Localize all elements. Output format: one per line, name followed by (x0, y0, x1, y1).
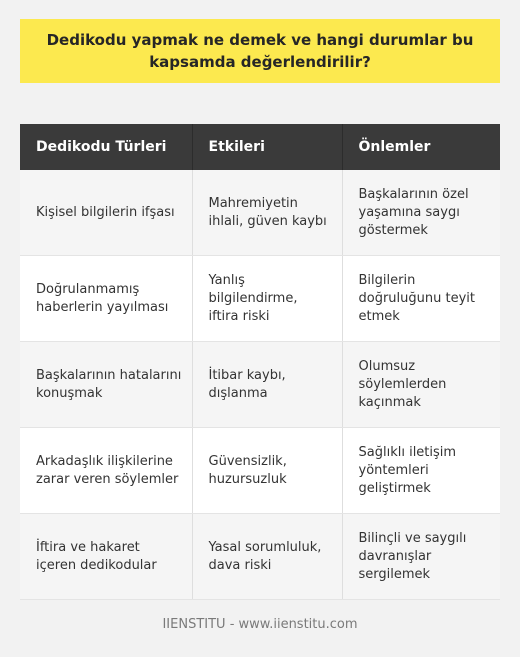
cell-gossip-type: Doğrulanmamış haberlerin yayılması (20, 256, 192, 342)
header-gossip-types: Dedikodu Türleri (20, 124, 192, 170)
header-precautions: Önlemler (342, 124, 500, 170)
cell-precaution: Bilinçli ve saygılı davranışlar sergilemek (342, 514, 500, 600)
cell-gossip-type: Kişisel bilgilerin ifşası (20, 170, 192, 256)
title-banner (20, 19, 500, 83)
table-row (20, 256, 500, 342)
cell-effect: Yasal sorumluluk, dava riski (192, 514, 342, 600)
cell-precaution: Başkalarının özel yaşamına saygı göstermek (342, 170, 500, 256)
table-row (20, 428, 500, 514)
gossip-table (20, 124, 500, 600)
cell-effect: İtibar kaybı, dışlanma (192, 342, 342, 428)
cell-gossip-type: İftira ve hakaret içeren dedikodular (20, 514, 192, 600)
cell-gossip-type: Arkadaşlık ilişkilerine zarar veren söylemler (20, 428, 192, 514)
cell-gossip-type: Başkalarının hatalarını konuşmak (20, 342, 192, 428)
page-title: Dedikodu yapmak ne demek ve hangi durumlar bu kapsamda değerlendirilir? (46, 31, 474, 71)
table-header-row (20, 124, 500, 170)
cell-effect: Yanlış bilgilendirme, iftira riski (192, 256, 342, 342)
footer-source: IIENSTITU - www.iienstitu.com (162, 617, 358, 632)
table-row (20, 170, 500, 256)
cell-precaution: Bilgilerin doğruluğunu teyit etmek (342, 256, 500, 342)
table-row (20, 514, 500, 600)
header-effects: Etkileri (192, 124, 342, 170)
cell-effect: Mahremiyetin ihlali, güven kaybı (192, 170, 342, 256)
table-row (20, 342, 500, 428)
cell-effect: Güvensizlik, huzursuzluk (192, 428, 342, 514)
cell-precaution: Sağlıklı iletişim yöntemleri geliştirmek (342, 428, 500, 514)
cell-precaution: Olumsuz söylemlerden kaçınmak (342, 342, 500, 428)
